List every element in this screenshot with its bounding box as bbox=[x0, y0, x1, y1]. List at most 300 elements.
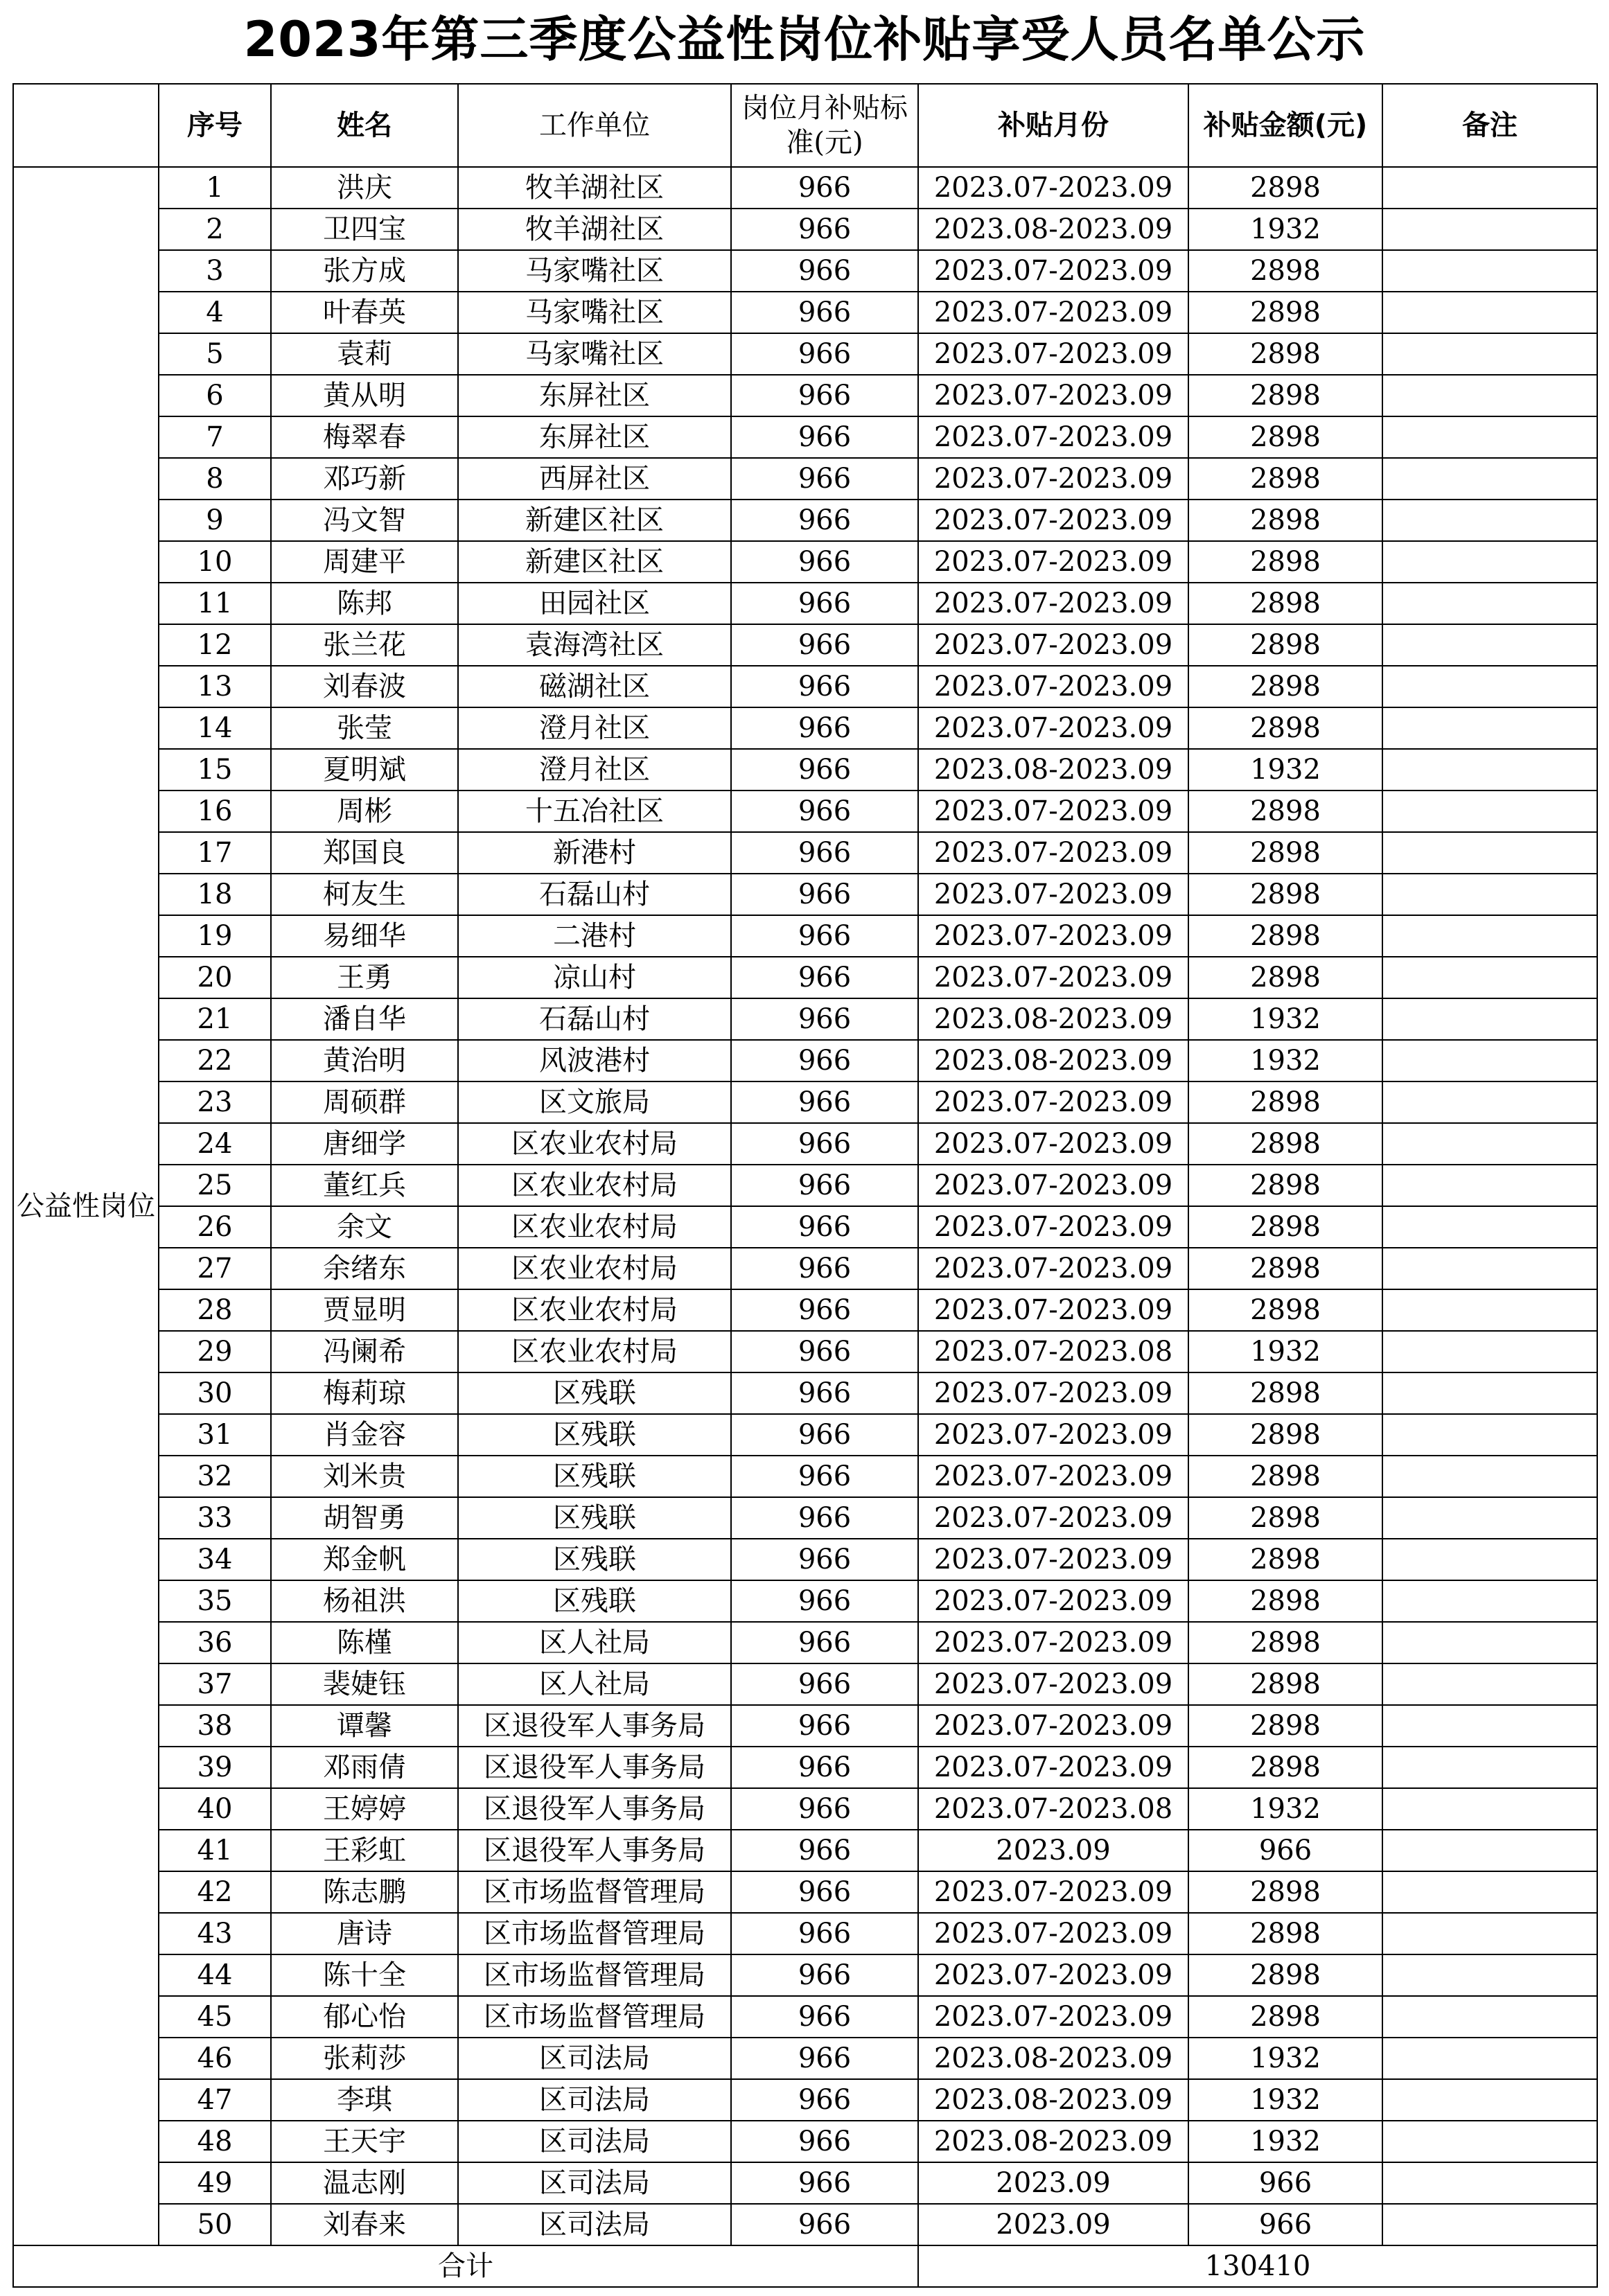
cell-standard: 966 bbox=[731, 1123, 918, 1165]
cell-remark bbox=[1382, 1705, 1597, 1747]
cell-unit: 马家嘴社区 bbox=[458, 292, 731, 333]
cell-unit: 牧羊湖社区 bbox=[458, 167, 731, 209]
cell-months: 2023.07-2023.09 bbox=[918, 832, 1188, 874]
cell-months: 2023.08-2023.09 bbox=[918, 749, 1188, 791]
cell-name: 谭馨 bbox=[271, 1705, 458, 1747]
cell-seq: 27 bbox=[159, 1248, 271, 1289]
cell-standard: 966 bbox=[731, 1747, 918, 1788]
cell-standard: 966 bbox=[731, 1497, 918, 1539]
cell-months: 2023.07-2023.09 bbox=[918, 1996, 1188, 2038]
cell-seq: 38 bbox=[159, 1705, 271, 1747]
cell-amount: 2898 bbox=[1188, 1165, 1382, 1206]
cell-seq: 50 bbox=[159, 2204, 271, 2245]
cell-standard: 966 bbox=[731, 375, 918, 416]
subsidy-table bbox=[12, 83, 1598, 2288]
cell-months: 2023.07-2023.09 bbox=[918, 1747, 1188, 1788]
cell-remark bbox=[1382, 1747, 1597, 1788]
cell-unit: 马家嘴社区 bbox=[458, 333, 731, 375]
cell-amount: 2898 bbox=[1188, 375, 1382, 416]
cell-name: 陈十全 bbox=[271, 1954, 458, 1996]
cell-name: 陈槿 bbox=[271, 1622, 458, 1663]
cell-seq: 29 bbox=[159, 1331, 271, 1372]
cell-amount: 2898 bbox=[1188, 250, 1382, 292]
cell-unit: 区市场监督管理局 bbox=[458, 1954, 731, 1996]
table-row bbox=[13, 541, 1597, 583]
total-amount: 130410 bbox=[918, 2245, 1597, 2287]
cell-seq: 33 bbox=[159, 1497, 271, 1539]
cell-months: 2023.07-2023.09 bbox=[918, 1414, 1188, 1456]
cell-standard: 966 bbox=[731, 2121, 918, 2162]
cell-name: 袁莉 bbox=[271, 333, 458, 375]
cell-seq: 18 bbox=[159, 874, 271, 915]
cell-amount: 2898 bbox=[1188, 458, 1382, 500]
cell-standard: 966 bbox=[731, 209, 918, 250]
cell-months: 2023.08-2023.09 bbox=[918, 2038, 1188, 2079]
cell-seq: 42 bbox=[159, 1871, 271, 1913]
cell-amount: 1932 bbox=[1188, 2121, 1382, 2162]
cell-unit: 区市场监督管理局 bbox=[458, 1913, 731, 1954]
cell-seq: 34 bbox=[159, 1539, 271, 1580]
cell-unit: 澄月社区 bbox=[458, 749, 731, 791]
cell-months: 2023.07-2023.09 bbox=[918, 957, 1188, 998]
cell-seq: 35 bbox=[159, 1580, 271, 1622]
table-row bbox=[13, 749, 1597, 791]
cell-seq: 19 bbox=[159, 915, 271, 957]
cell-standard: 966 bbox=[731, 167, 918, 209]
cell-standard: 966 bbox=[731, 1954, 918, 1996]
cell-remark bbox=[1382, 1622, 1597, 1663]
cell-standard: 966 bbox=[731, 2038, 918, 2079]
cell-unit: 区农业农村局 bbox=[458, 1165, 731, 1206]
cell-months: 2023.07-2023.08 bbox=[918, 1788, 1188, 1830]
cell-amount: 2898 bbox=[1188, 707, 1382, 749]
cell-remark bbox=[1382, 1165, 1597, 1206]
table-row bbox=[13, 458, 1597, 500]
cell-unit: 区残联 bbox=[458, 1414, 731, 1456]
cell-name: 冯阑希 bbox=[271, 1331, 458, 1372]
cell-name: 洪庆 bbox=[271, 167, 458, 209]
cell-seq: 23 bbox=[159, 1081, 271, 1123]
cell-remark bbox=[1382, 1248, 1597, 1289]
cell-standard: 966 bbox=[731, 458, 918, 500]
cell-standard: 966 bbox=[731, 1996, 918, 2038]
cell-name: 余文 bbox=[271, 1206, 458, 1248]
cell-unit: 西屏社区 bbox=[458, 458, 731, 500]
cell-remark bbox=[1382, 1289, 1597, 1331]
cell-unit: 区人社局 bbox=[458, 1622, 731, 1663]
cell-months: 2023.07-2023.09 bbox=[918, 1497, 1188, 1539]
cell-months: 2023.08-2023.09 bbox=[918, 209, 1188, 250]
cell-amount: 2898 bbox=[1188, 292, 1382, 333]
cell-standard: 966 bbox=[731, 915, 918, 957]
table-row bbox=[13, 1456, 1597, 1497]
cell-seq: 2 bbox=[159, 209, 271, 250]
cell-amount: 1932 bbox=[1188, 1331, 1382, 1372]
cell-name: 夏明斌 bbox=[271, 749, 458, 791]
cell-months: 2023.07-2023.09 bbox=[918, 874, 1188, 915]
cell-standard: 966 bbox=[731, 541, 918, 583]
cell-name: 李琪 bbox=[271, 2079, 458, 2121]
table-row bbox=[13, 1248, 1597, 1289]
cell-standard: 966 bbox=[731, 791, 918, 832]
cell-months: 2023.07-2023.09 bbox=[918, 791, 1188, 832]
cell-remark bbox=[1382, 167, 1597, 209]
cell-name: 余绪东 bbox=[271, 1248, 458, 1289]
cell-seq: 7 bbox=[159, 416, 271, 458]
cell-months: 2023.07-2023.09 bbox=[918, 1705, 1188, 1747]
cell-remark bbox=[1382, 707, 1597, 749]
table-row bbox=[13, 1040, 1597, 1081]
table-row bbox=[13, 1830, 1597, 1871]
cell-name: 王婷婷 bbox=[271, 1788, 458, 1830]
cell-seq: 46 bbox=[159, 2038, 271, 2079]
table-row bbox=[13, 209, 1597, 250]
table-row bbox=[13, 998, 1597, 1040]
cell-amount: 2898 bbox=[1188, 1372, 1382, 1414]
cell-amount: 2898 bbox=[1188, 791, 1382, 832]
cell-seq: 11 bbox=[159, 583, 271, 624]
cell-name: 周硕群 bbox=[271, 1081, 458, 1123]
cell-standard: 966 bbox=[731, 500, 918, 541]
cell-standard: 966 bbox=[731, 1289, 918, 1331]
table-row bbox=[13, 1123, 1597, 1165]
cell-months: 2023.07-2023.09 bbox=[918, 375, 1188, 416]
cell-amount: 2898 bbox=[1188, 1913, 1382, 1954]
cell-seq: 37 bbox=[159, 1663, 271, 1705]
cell-name: 张莹 bbox=[271, 707, 458, 749]
cell-unit: 区残联 bbox=[458, 1539, 731, 1580]
cell-months: 2023.08-2023.09 bbox=[918, 998, 1188, 1040]
cell-amount: 2898 bbox=[1188, 1996, 1382, 2038]
page-title: 2023年第三季度公益性岗位补贴享受人员名单公示 bbox=[243, 11, 1366, 68]
cell-name: 郑金帆 bbox=[271, 1539, 458, 1580]
cell-unit: 田园社区 bbox=[458, 583, 731, 624]
cell-name: 陈邦 bbox=[271, 583, 458, 624]
table-row bbox=[13, 1747, 1597, 1788]
cell-amount: 1932 bbox=[1188, 2079, 1382, 2121]
cell-remark bbox=[1382, 915, 1597, 957]
cell-name: 王彩虹 bbox=[271, 1830, 458, 1871]
cell-unit: 区退役军人事务局 bbox=[458, 1747, 731, 1788]
cell-standard: 966 bbox=[731, 1248, 918, 1289]
table-row bbox=[13, 624, 1597, 666]
header-name: 姓名 bbox=[271, 84, 458, 167]
cell-remark bbox=[1382, 1331, 1597, 1372]
cell-months: 2023.07-2023.09 bbox=[918, 1913, 1188, 1954]
cell-seq: 43 bbox=[159, 1913, 271, 1954]
table-row bbox=[13, 1871, 1597, 1913]
cell-seq: 28 bbox=[159, 1289, 271, 1331]
cell-seq: 13 bbox=[159, 666, 271, 707]
cell-unit: 牧羊湖社区 bbox=[458, 209, 731, 250]
cell-amount: 2898 bbox=[1188, 541, 1382, 583]
table-row bbox=[13, 1539, 1597, 1580]
cell-unit: 马家嘴社区 bbox=[458, 250, 731, 292]
cell-remark bbox=[1382, 333, 1597, 375]
cell-amount: 1932 bbox=[1188, 1040, 1382, 1081]
cell-remark bbox=[1382, 292, 1597, 333]
cell-unit: 区司法局 bbox=[458, 2204, 731, 2245]
cell-remark bbox=[1382, 1996, 1597, 2038]
cell-amount: 2898 bbox=[1188, 333, 1382, 375]
cell-unit: 凉山村 bbox=[458, 957, 731, 998]
cell-remark bbox=[1382, 500, 1597, 541]
cell-unit: 东屏社区 bbox=[458, 375, 731, 416]
header-remark: 备注 bbox=[1382, 84, 1597, 167]
table-row bbox=[13, 1414, 1597, 1456]
cell-amount: 2898 bbox=[1188, 1539, 1382, 1580]
cell-unit: 区残联 bbox=[458, 1580, 731, 1622]
table-row bbox=[13, 1622, 1597, 1663]
cell-unit: 新港村 bbox=[458, 832, 731, 874]
cell-standard: 966 bbox=[731, 749, 918, 791]
cell-seq: 3 bbox=[159, 250, 271, 292]
cell-name: 王天宇 bbox=[271, 2121, 458, 2162]
table-row bbox=[13, 1081, 1597, 1123]
cell-seq: 49 bbox=[159, 2162, 271, 2204]
table-row bbox=[13, 2162, 1597, 2204]
cell-seq: 4 bbox=[159, 292, 271, 333]
cell-amount: 2898 bbox=[1188, 1663, 1382, 1705]
cell-months: 2023.07-2023.09 bbox=[918, 1580, 1188, 1622]
cell-months: 2023.09 bbox=[918, 2204, 1188, 2245]
cell-unit: 区市场监督管理局 bbox=[458, 1996, 731, 2038]
header-amount: 补贴金额(元) bbox=[1188, 84, 1382, 167]
cell-standard: 966 bbox=[731, 1871, 918, 1913]
table-row bbox=[13, 707, 1597, 749]
cell-standard: 966 bbox=[731, 250, 918, 292]
cell-seq: 24 bbox=[159, 1123, 271, 1165]
cell-standard: 966 bbox=[731, 624, 918, 666]
cell-months: 2023.07-2023.09 bbox=[918, 1123, 1188, 1165]
cell-months: 2023.07-2023.09 bbox=[918, 1539, 1188, 1580]
cell-seq: 6 bbox=[159, 375, 271, 416]
cell-name: 胡智勇 bbox=[271, 1497, 458, 1539]
cell-name: 张兰花 bbox=[271, 624, 458, 666]
cell-name: 唐细学 bbox=[271, 1123, 458, 1165]
cell-name: 贾显明 bbox=[271, 1289, 458, 1331]
cell-standard: 966 bbox=[731, 2079, 918, 2121]
table-row bbox=[13, 500, 1597, 541]
cell-standard: 966 bbox=[731, 707, 918, 749]
table-row bbox=[13, 1913, 1597, 1954]
cell-months: 2023.08-2023.09 bbox=[918, 2079, 1188, 2121]
cell-remark bbox=[1382, 1663, 1597, 1705]
cell-seq: 36 bbox=[159, 1622, 271, 1663]
table-row bbox=[13, 2204, 1597, 2245]
cell-name: 杨祖洪 bbox=[271, 1580, 458, 1622]
cell-amount: 1932 bbox=[1188, 998, 1382, 1040]
cell-unit: 区文旅局 bbox=[458, 1081, 731, 1123]
table-row bbox=[13, 666, 1597, 707]
cell-unit: 澄月社区 bbox=[458, 707, 731, 749]
cell-months: 2023.07-2023.09 bbox=[918, 707, 1188, 749]
table-row bbox=[13, 292, 1597, 333]
cell-amount: 2898 bbox=[1188, 583, 1382, 624]
cell-amount: 2898 bbox=[1188, 1456, 1382, 1497]
cell-unit: 袁海湾社区 bbox=[458, 624, 731, 666]
cell-seq: 9 bbox=[159, 500, 271, 541]
cell-months: 2023.07-2023.09 bbox=[918, 1871, 1188, 1913]
cell-amount: 2898 bbox=[1188, 416, 1382, 458]
cell-name: 刘米贵 bbox=[271, 1456, 458, 1497]
cell-amount: 2898 bbox=[1188, 1248, 1382, 1289]
table-row bbox=[13, 1954, 1597, 1996]
cell-name: 张方成 bbox=[271, 250, 458, 292]
cell-amount: 1932 bbox=[1188, 2038, 1382, 2079]
cell-remark bbox=[1382, 832, 1597, 874]
cell-remark bbox=[1382, 541, 1597, 583]
cell-name: 陈志鹏 bbox=[271, 1871, 458, 1913]
cell-standard: 966 bbox=[731, 333, 918, 375]
cell-seq: 8 bbox=[159, 458, 271, 500]
cell-seq: 5 bbox=[159, 333, 271, 375]
header-seq: 序号 bbox=[159, 84, 271, 167]
cell-standard: 966 bbox=[731, 1040, 918, 1081]
cell-months: 2023.09 bbox=[918, 2162, 1188, 2204]
table-row bbox=[13, 874, 1597, 915]
cell-remark bbox=[1382, 874, 1597, 915]
cell-amount: 2898 bbox=[1188, 874, 1382, 915]
table-row bbox=[13, 832, 1597, 874]
cell-seq: 15 bbox=[159, 749, 271, 791]
cell-seq: 31 bbox=[159, 1414, 271, 1456]
cell-months: 2023.07-2023.09 bbox=[918, 1372, 1188, 1414]
cell-name: 周建平 bbox=[271, 541, 458, 583]
cell-name: 邓雨倩 bbox=[271, 1747, 458, 1788]
cell-amount: 2898 bbox=[1188, 1705, 1382, 1747]
cell-amount: 2898 bbox=[1188, 1123, 1382, 1165]
table-body bbox=[13, 167, 1597, 2287]
cell-standard: 966 bbox=[731, 874, 918, 915]
cell-remark bbox=[1382, 2038, 1597, 2079]
table-row bbox=[13, 250, 1597, 292]
cell-amount: 966 bbox=[1188, 2162, 1382, 2204]
cell-amount: 2898 bbox=[1188, 1580, 1382, 1622]
cell-amount: 2898 bbox=[1188, 1747, 1382, 1788]
cell-name: 张莉莎 bbox=[271, 2038, 458, 2079]
table-row bbox=[13, 416, 1597, 458]
table-row bbox=[13, 1996, 1597, 2038]
table-row bbox=[13, 1331, 1597, 1372]
cell-amount: 2898 bbox=[1188, 624, 1382, 666]
cell-seq: 16 bbox=[159, 791, 271, 832]
cell-months: 2023.07-2023.09 bbox=[918, 583, 1188, 624]
cell-standard: 966 bbox=[731, 1414, 918, 1456]
total-row bbox=[13, 2245, 1597, 2287]
cell-remark bbox=[1382, 1414, 1597, 1456]
cell-unit: 风波港村 bbox=[458, 1040, 731, 1081]
cell-seq: 30 bbox=[159, 1372, 271, 1414]
cell-name: 冯文智 bbox=[271, 500, 458, 541]
cell-amount: 2898 bbox=[1188, 1497, 1382, 1539]
cell-unit: 区司法局 bbox=[458, 2038, 731, 2079]
cell-months: 2023.07-2023.09 bbox=[918, 1663, 1188, 1705]
table-row bbox=[13, 957, 1597, 998]
cell-name: 潘自华 bbox=[271, 998, 458, 1040]
cell-remark bbox=[1382, 1040, 1597, 1081]
cell-name: 梅莉琼 bbox=[271, 1372, 458, 1414]
cell-amount: 1932 bbox=[1188, 1788, 1382, 1830]
cell-seq: 22 bbox=[159, 1040, 271, 1081]
cell-name: 郑国良 bbox=[271, 832, 458, 874]
cell-seq: 1 bbox=[159, 167, 271, 209]
cell-seq: 21 bbox=[159, 998, 271, 1040]
cell-standard: 966 bbox=[731, 1165, 918, 1206]
table-row bbox=[13, 1705, 1597, 1747]
cell-remark bbox=[1382, 1123, 1597, 1165]
cell-remark bbox=[1382, 2121, 1597, 2162]
cell-unit: 区农业农村局 bbox=[458, 1331, 731, 1372]
table-row bbox=[13, 167, 1597, 209]
cell-standard: 966 bbox=[731, 1206, 918, 1248]
cell-remark bbox=[1382, 1580, 1597, 1622]
cell-name: 刘春来 bbox=[271, 2204, 458, 2245]
cell-name: 董红兵 bbox=[271, 1165, 458, 1206]
table-row bbox=[13, 1497, 1597, 1539]
cell-standard: 966 bbox=[731, 1372, 918, 1414]
cell-months: 2023.07-2023.09 bbox=[918, 416, 1188, 458]
cell-seq: 26 bbox=[159, 1206, 271, 1248]
total-label: 合计 bbox=[13, 2245, 918, 2287]
cell-seq: 45 bbox=[159, 1996, 271, 2038]
cell-remark bbox=[1382, 416, 1597, 458]
cell-unit: 东屏社区 bbox=[458, 416, 731, 458]
cell-seq: 47 bbox=[159, 2079, 271, 2121]
table-row bbox=[13, 333, 1597, 375]
cell-standard: 966 bbox=[731, 1081, 918, 1123]
cell-standard: 966 bbox=[731, 1788, 918, 1830]
cell-seq: 17 bbox=[159, 832, 271, 874]
cell-unit: 区农业农村局 bbox=[458, 1289, 731, 1331]
cell-months: 2023.07-2023.09 bbox=[918, 500, 1188, 541]
cell-remark bbox=[1382, 1081, 1597, 1123]
cell-standard: 966 bbox=[731, 583, 918, 624]
cell-unit: 区司法局 bbox=[458, 2121, 731, 2162]
cell-name: 黄治明 bbox=[271, 1040, 458, 1081]
cell-remark bbox=[1382, 749, 1597, 791]
cell-remark bbox=[1382, 998, 1597, 1040]
cell-remark bbox=[1382, 1456, 1597, 1497]
cell-unit: 区农业农村局 bbox=[458, 1206, 731, 1248]
table-row bbox=[13, 1663, 1597, 1705]
cell-unit: 区农业农村局 bbox=[458, 1248, 731, 1289]
cell-seq: 32 bbox=[159, 1456, 271, 1497]
cell-unit: 新建区社区 bbox=[458, 541, 731, 583]
cell-seq: 39 bbox=[159, 1747, 271, 1788]
table-row bbox=[13, 791, 1597, 832]
cell-standard: 966 bbox=[731, 1663, 918, 1705]
cell-remark bbox=[1382, 1788, 1597, 1830]
table-row bbox=[13, 2121, 1597, 2162]
cell-months: 2023.08-2023.09 bbox=[918, 2121, 1188, 2162]
table-row bbox=[13, 583, 1597, 624]
cell-standard: 966 bbox=[731, 2204, 918, 2245]
cell-remark bbox=[1382, 458, 1597, 500]
cell-unit: 区残联 bbox=[458, 1456, 731, 1497]
cell-seq: 20 bbox=[159, 957, 271, 998]
cell-remark bbox=[1382, 666, 1597, 707]
cell-standard: 966 bbox=[731, 1913, 918, 1954]
cell-unit: 区退役军人事务局 bbox=[458, 1788, 731, 1830]
cell-standard: 966 bbox=[731, 1622, 918, 1663]
cell-name: 周彬 bbox=[271, 791, 458, 832]
cell-seq: 48 bbox=[159, 2121, 271, 2162]
cell-amount: 2898 bbox=[1188, 1622, 1382, 1663]
cell-name: 卫四宝 bbox=[271, 209, 458, 250]
table-row bbox=[13, 915, 1597, 957]
cell-remark bbox=[1382, 2079, 1597, 2121]
